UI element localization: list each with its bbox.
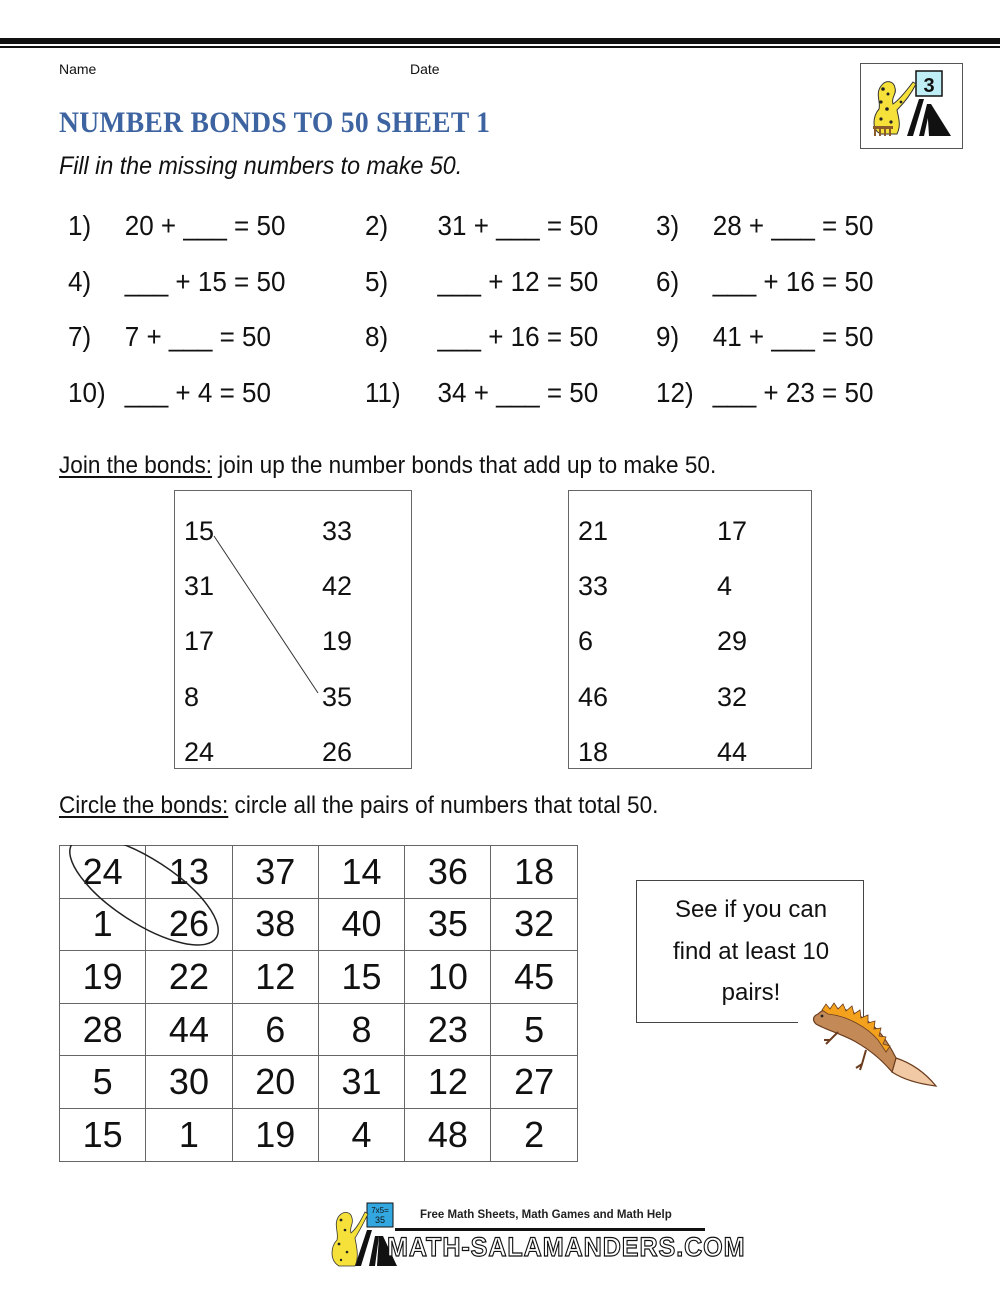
grid-cell[interactable]: 20 xyxy=(232,1056,318,1109)
problem-equation: ___ + 16 = 50 xyxy=(437,321,599,352)
hint-line: find at least 10 xyxy=(672,937,830,965)
grid-cell[interactable]: 28 xyxy=(60,1003,146,1056)
bond-number: 6 xyxy=(578,626,594,656)
problem-number: 11) xyxy=(365,377,401,408)
problem-equation: ___ + 4 = 50 xyxy=(124,377,271,408)
join-box-1 xyxy=(174,490,412,769)
problem-equation: ___ + 23 = 50 xyxy=(712,377,874,408)
grid-cell[interactable]: 15 xyxy=(60,1108,146,1161)
problem-number: 6) xyxy=(656,266,680,297)
bond-number: 46 xyxy=(578,682,609,712)
header-rule-thick xyxy=(0,38,1000,44)
grid-cell[interactable]: 22 xyxy=(146,951,232,1004)
problem-equation: 7 + ___ = 50 xyxy=(124,321,271,352)
svg-text:3: 3 xyxy=(923,75,935,97)
footer-branding xyxy=(325,1200,746,1270)
grid-cell[interactable]: 38 xyxy=(232,898,318,951)
join-bonds-instruction: join up the number bonds that add up to make 50. xyxy=(212,452,717,479)
grid-cell[interactable]: 36 xyxy=(405,846,491,899)
problem-number: 1) xyxy=(68,210,92,241)
bond-number: 35 xyxy=(322,682,353,712)
bond-number: 44 xyxy=(717,737,748,767)
grid-cell[interactable]: 31 xyxy=(318,1056,404,1109)
grid-cell[interactable]: 4 xyxy=(318,1108,404,1161)
problem-number: 4) xyxy=(68,266,92,297)
bond-number: 17 xyxy=(184,626,215,656)
hint-line: pairs! xyxy=(721,979,781,1006)
bond-number: 42 xyxy=(322,571,353,601)
grid-cell[interactable]: 2 xyxy=(491,1108,577,1161)
svg-text:35: 35 xyxy=(374,1215,386,1225)
example-circle-ellipse xyxy=(59,845,239,955)
grid-cell[interactable]: 26 xyxy=(146,898,232,951)
grid-cell[interactable]: 44 xyxy=(146,1003,232,1056)
circle-bonds-instruction: circle all the pairs of numbers that total 50. xyxy=(228,792,659,819)
salamander-icon xyxy=(808,1000,943,1095)
footer-brand-link[interactable]: MATH-SALAMANDERS.COM xyxy=(387,1232,746,1262)
problem-equation: 28 + ___ = 50 xyxy=(712,210,874,241)
problem-equation: ___ + 12 = 50 xyxy=(437,266,599,297)
grid-cell[interactable]: 37 xyxy=(232,846,318,899)
grid-row xyxy=(60,1056,578,1109)
grid-cell[interactable]: 40 xyxy=(318,898,404,951)
bond-number: 31 xyxy=(184,571,215,601)
bond-number: 18 xyxy=(578,737,609,767)
problem-number: 8) xyxy=(365,321,389,352)
bond-number: 32 xyxy=(717,682,748,712)
grid-cell[interactable]: 15 xyxy=(318,951,404,1004)
grid-cell[interactable]: 45 xyxy=(491,951,577,1004)
problem-equation: ___ + 16 = 50 xyxy=(712,266,874,297)
bond-number: 26 xyxy=(322,737,353,767)
problem-number: 12) xyxy=(656,377,694,408)
grid-cell[interactable]: 12 xyxy=(232,951,318,1004)
grid-cell[interactable]: 23 xyxy=(405,1003,491,1056)
hint-text xyxy=(637,889,865,1014)
bond-number: 21 xyxy=(578,516,609,546)
grid-cell[interactable]: 14 xyxy=(318,846,404,899)
problem-number: 5) xyxy=(365,266,389,297)
grid-cell[interactable]: 8 xyxy=(318,1003,404,1056)
problem-equation: 20 + ___ = 50 xyxy=(124,210,286,241)
join-bonds-heading xyxy=(59,452,716,480)
problem-equation: 31 + ___ = 50 xyxy=(437,210,599,241)
salamander-easel-icon xyxy=(861,64,962,148)
grid-row xyxy=(60,1108,578,1161)
grid-cell[interactable]: 35 xyxy=(405,898,491,951)
bond-number: 24 xyxy=(184,737,215,767)
grid-cell[interactable]: 1 xyxy=(146,1108,232,1161)
bond-number: 33 xyxy=(322,516,353,546)
header-rule-thin xyxy=(0,46,1000,48)
grid-cell[interactable]: 32 xyxy=(491,898,577,951)
example-join-line xyxy=(175,491,413,770)
grid-cell[interactable]: 12 xyxy=(405,1056,491,1109)
hint-line: See if you can xyxy=(674,896,828,923)
bond-number: 29 xyxy=(717,626,748,656)
bond-number: 19 xyxy=(322,626,353,656)
grid-cell[interactable]: 30 xyxy=(146,1056,232,1109)
problem-number: 7) xyxy=(68,321,92,352)
footer-rule xyxy=(395,1228,705,1231)
bond-number: 8 xyxy=(184,682,200,712)
grid-cell[interactable]: 48 xyxy=(405,1108,491,1161)
grid-cell[interactable]: 10 xyxy=(405,951,491,1004)
problem-number: 3) xyxy=(656,210,680,241)
problem-equation: ___ + 15 = 50 xyxy=(124,266,286,297)
bond-number: 17 xyxy=(717,516,748,546)
name-label: Name xyxy=(59,61,97,77)
bond-number: 15 xyxy=(184,516,215,546)
problem-number: 10) xyxy=(68,377,106,408)
grid-cell[interactable]: 19 xyxy=(232,1108,318,1161)
circle-bonds-heading xyxy=(59,792,658,820)
grid-cell[interactable]: 1 xyxy=(60,898,146,951)
grid-cell[interactable]: 6 xyxy=(232,1003,318,1056)
grid-row xyxy=(60,1003,578,1056)
grade-logo xyxy=(860,63,963,149)
grid-row xyxy=(60,951,578,1004)
problem-equation: 34 + ___ = 50 xyxy=(437,377,599,408)
problem-number: 2) xyxy=(365,210,389,241)
join-bonds-label: Join the bonds: xyxy=(59,452,213,479)
grid-cell[interactable]: 18 xyxy=(491,846,577,899)
instruction-text: Fill in the missing numbers to make 50. xyxy=(59,152,463,180)
footer-tagline: Free Math Sheets, Math Games and Math Help xyxy=(420,1209,672,1221)
svg-text:7x5=: 7x5= xyxy=(371,1206,389,1215)
bond-number: 4 xyxy=(717,571,733,601)
page-title: NUMBER BONDS TO 50 SHEET 1 xyxy=(59,106,491,139)
join-box-2 xyxy=(568,490,812,769)
circle-bonds-label: Circle the bonds: xyxy=(59,792,229,819)
problem-equation: 41 + ___ = 50 xyxy=(712,321,874,352)
problem-number: 9) xyxy=(656,321,680,352)
grid-cell[interactable]: 13 xyxy=(146,846,232,899)
date-label: Date xyxy=(410,61,440,77)
grid-cell[interactable]: 5 xyxy=(60,1056,146,1109)
bond-number: 33 xyxy=(578,571,609,601)
grid-cell[interactable]: 27 xyxy=(491,1056,577,1109)
grid-cell[interactable]: 24 xyxy=(60,846,146,899)
grid-cell[interactable]: 5 xyxy=(491,1003,577,1056)
grid-cell[interactable]: 19 xyxy=(60,951,146,1004)
